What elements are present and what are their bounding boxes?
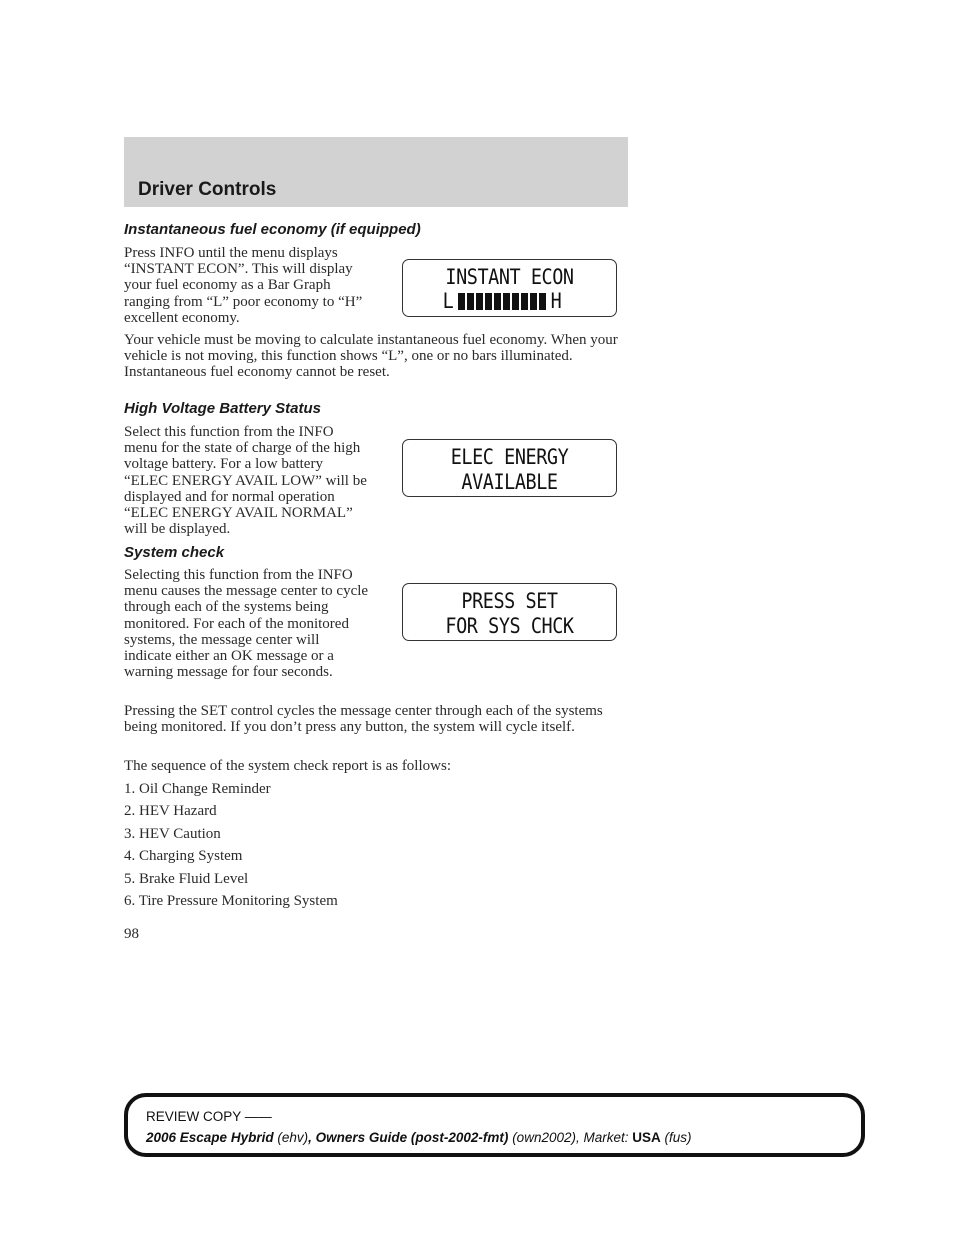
economy-bar-segment [521, 293, 528, 310]
battery-status-heading: High Voltage Battery Status [124, 400, 321, 417]
list-item: 1. Oil Change Reminder [124, 781, 271, 797]
guide-code: (own2002) [512, 1130, 576, 1145]
economy-bar-segment [485, 293, 492, 310]
market-name: USA [632, 1130, 661, 1145]
economy-bar-segment [467, 293, 474, 310]
instant-econ-display-line: INSTANT ECON [445, 265, 574, 289]
list-item: 5. Brake Fluid Level [124, 871, 249, 887]
elec-energy-display-line-2: AVAILABLE [461, 470, 558, 494]
economy-bar-segment [512, 293, 519, 310]
economy-bar-segment [458, 293, 465, 310]
system-check-para-2: Pressing the SET control cycles the message center through each of the systems being monitored. If you don’t press any button, the system will cycle itself. [124, 703, 603, 736]
system-check-para-1: Selecting this function from the INFO menu causes the message center to cycle through each of the systems being monitored. For each of the monitored systems, the message center will indicate either an OK message or a warning message for four seconds. [124, 567, 369, 681]
bar-graph-high-label: H [550, 289, 562, 313]
page-title: Driver Controls [138, 179, 277, 200]
press-set-display-line-2: FOR SYS CHCK [445, 614, 574, 638]
list-item: 4. Charging System [124, 848, 243, 864]
bar-graph-bars [458, 293, 546, 310]
list-item: 6. Tire Pressure Monitoring System [124, 893, 338, 909]
model-name: 2006 Escape Hybrid [146, 1130, 274, 1145]
press-set-display [402, 583, 617, 641]
review-copy-footer [124, 1093, 865, 1157]
economy-bar-segment [476, 293, 483, 310]
list-item: 3. HEV Caution [124, 826, 221, 842]
review-copy-label: REVIEW COPY —— [146, 1109, 272, 1124]
fuel-economy-para-2: Your vehicle must be moving to calculate instantaneous fuel economy. When your vehicle is not moving, this function shows “L”, one or no bars illuminated. Instantaneous fuel economy cannot be reset. [124, 332, 618, 381]
elec-energy-display [402, 439, 617, 497]
system-check-heading: System check [124, 544, 225, 561]
market-label: , Market: [575, 1130, 629, 1145]
elec-energy-display-line-1: ELEC ENERGY [450, 445, 569, 469]
list-item: 2. HEV Hazard [124, 803, 217, 819]
page-number: 98 [124, 926, 139, 942]
economy-bar-graph [441, 291, 563, 311]
model-code: (ehv) [277, 1130, 309, 1145]
system-check-para-3: The sequence of the system check report is as follows: [124, 758, 451, 774]
economy-bar-segment [494, 293, 501, 310]
press-set-display-line-1: PRESS SET [461, 589, 558, 613]
economy-bar-segment [539, 293, 546, 310]
instant-econ-display [402, 259, 617, 317]
fuel-economy-heading: Instantaneous fuel economy (if equipped) [124, 221, 421, 238]
battery-status-para: Select this function from the INFO menu for the state of charge of the high voltage battery. For a low battery “ELEC ENERGY AVAIL LOW” will be displayed and for normal operation “ELEC ENERGY AVAIL NORMAL” will be displayed. [124, 424, 367, 538]
bar-graph-low-label: L [442, 289, 454, 313]
guide-name: Owners Guide (post-2002-fmt) [315, 1130, 509, 1145]
economy-bar-segment [530, 293, 537, 310]
economy-bar-segment [503, 293, 510, 310]
separator: , [308, 1130, 312, 1145]
fuel-economy-para-1: Press INFO until the menu displays “INSTANT ECON”. This will display your fuel economy as a Bar Graph ranging from “L” poor economy to “H” excellent economy. [124, 245, 363, 326]
section-header [124, 137, 628, 207]
market-code: (fus) [664, 1130, 692, 1145]
document-info [146, 1130, 692, 1145]
